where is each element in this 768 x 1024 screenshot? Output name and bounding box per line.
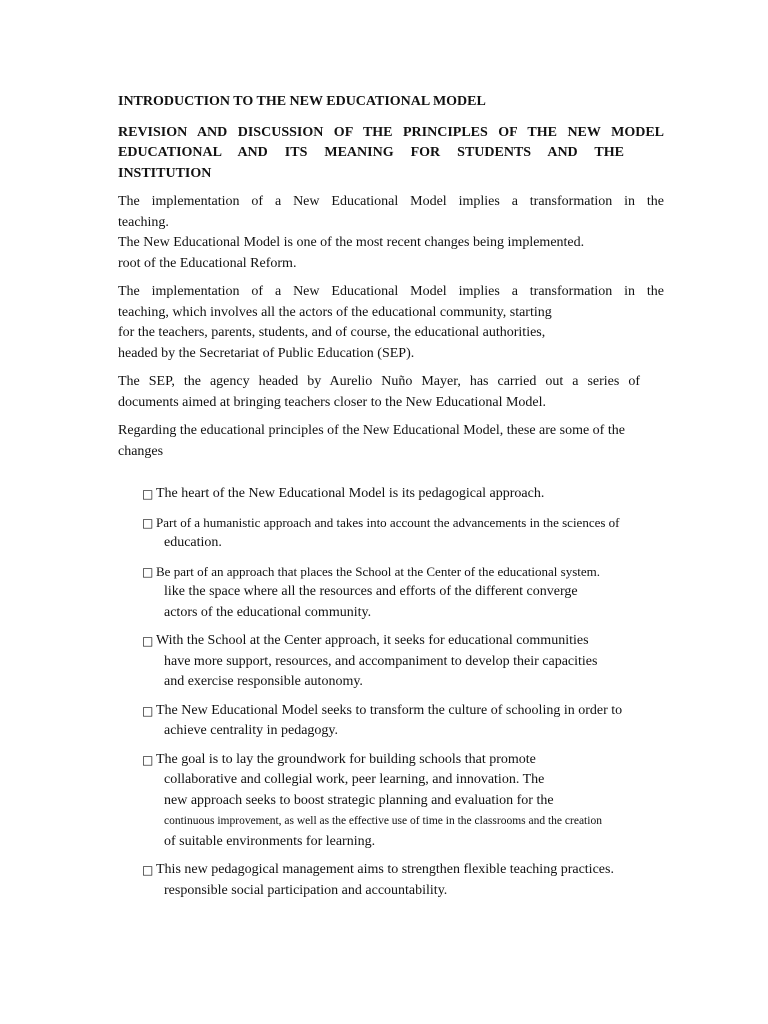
checkbox-bullet-icon: □ xyxy=(142,487,154,501)
checkbox-bullet-icon: □ xyxy=(142,863,154,877)
list-item-line: The New Educational Model seeks to transform the culture of schooling in order to xyxy=(156,702,623,718)
changes-list xyxy=(118,484,664,901)
subtitle-line: EDUCATIONAL AND ITS MEANING FOR STUDENTS AND THE xyxy=(118,145,624,160)
subtitle-line: REVISION AND DISCUSSION OF THE PRINCIPLES OF THE NEW MODEL xyxy=(118,124,664,140)
list-item-line: actors of the educational community. xyxy=(164,604,372,620)
document-title: INTRODUCTION TO THE NEW EDUCATIONAL MODEL xyxy=(118,94,486,109)
paragraph-line: root of the Educational Reform. xyxy=(118,255,297,271)
list-item xyxy=(118,701,664,742)
paragraph-line: The implementation of a New Educational Model implies a transformation in the xyxy=(118,284,664,299)
paragraph-line: teaching. xyxy=(118,214,169,230)
paragraph-line: Regarding the educational principles of the New Educational Model, these are some of the xyxy=(118,423,625,438)
checkbox-bullet-icon: □ xyxy=(142,634,154,648)
list-item-line: new approach seeks to boost strategic planning and evaluation for the xyxy=(164,792,554,808)
list-item-line: Be part of an approach that places the School at the Center of the educational system. xyxy=(156,563,601,579)
list-item-line: collaborative and collegial work, peer learning, and innovation. The xyxy=(164,772,545,787)
document-page xyxy=(118,92,664,909)
list-item xyxy=(118,513,664,554)
list-item-line: continuous improvement, as well as the effective use of time in the classrooms and the creation xyxy=(164,815,602,827)
list-item-line: of suitable environments for learning. xyxy=(164,833,376,849)
paragraph-1 xyxy=(118,192,664,274)
paragraph-line: teaching, which involves all the actors of the educational community, starting xyxy=(118,304,552,320)
paragraph-line: for the teachers, parents, students, and of course, the educational authorities, xyxy=(118,325,546,340)
paragraph-line: The New Educational Model is one of the most recent changes being implemented. xyxy=(118,235,585,250)
paragraph-3 xyxy=(118,372,664,413)
list-item xyxy=(118,631,664,693)
list-item-line: With the School at the Center approach, it seeks for educational communities xyxy=(156,633,589,648)
list-item xyxy=(118,750,664,853)
paragraph-line: The implementation of a New Educational Model implies a transformation in the xyxy=(118,194,664,209)
paragraph-2 xyxy=(118,282,664,364)
paragraph-line: The SEP, the agency headed by Aurelio Nuño Mayer, has carried out a series of xyxy=(118,374,640,389)
list-item-line: achieve centrality in pedagogy. xyxy=(164,723,339,738)
list-item-line: The heart of the New Educational Model is its pedagogical approach. xyxy=(156,486,545,501)
paragraph-line: headed by the Secretariat of Public Education (SEP). xyxy=(118,345,415,361)
list-item-line: This new pedagogical management aims to strengthen flexible teaching practices. xyxy=(156,862,614,877)
checkbox-bullet-icon: □ xyxy=(142,703,154,718)
checkbox-bullet-icon: □ xyxy=(142,752,154,767)
list-item xyxy=(118,484,664,505)
list-item-line: responsible social participation and accountability. xyxy=(164,882,448,898)
list-item-line: Part of a humanistic approach and takes into account the advancements in the sciences of xyxy=(156,514,620,530)
checkbox-bullet-icon: □ xyxy=(142,515,154,530)
list-item xyxy=(118,562,664,624)
list-item-line: have more support, resources, and accompaniment to develop their capacities xyxy=(164,653,598,669)
subtitle-line: INSTITUTION xyxy=(118,165,212,181)
document-subtitle xyxy=(118,123,679,185)
list-item xyxy=(118,860,664,901)
list-item-line: and exercise responsible autonomy. xyxy=(164,674,363,689)
checkbox-bullet-icon: □ xyxy=(142,564,154,579)
list-item-line: education. xyxy=(164,535,222,550)
paragraph-line: documents aimed at bringing teachers closer to the New Educational Model. xyxy=(118,394,547,410)
paragraph-line: changes xyxy=(118,443,164,459)
paragraph-4 xyxy=(118,421,664,462)
list-item-line: like the space where all the resources and efforts of the different converge xyxy=(164,584,578,599)
list-item-line: The goal is to lay the groundwork for building schools that promote xyxy=(156,751,536,767)
